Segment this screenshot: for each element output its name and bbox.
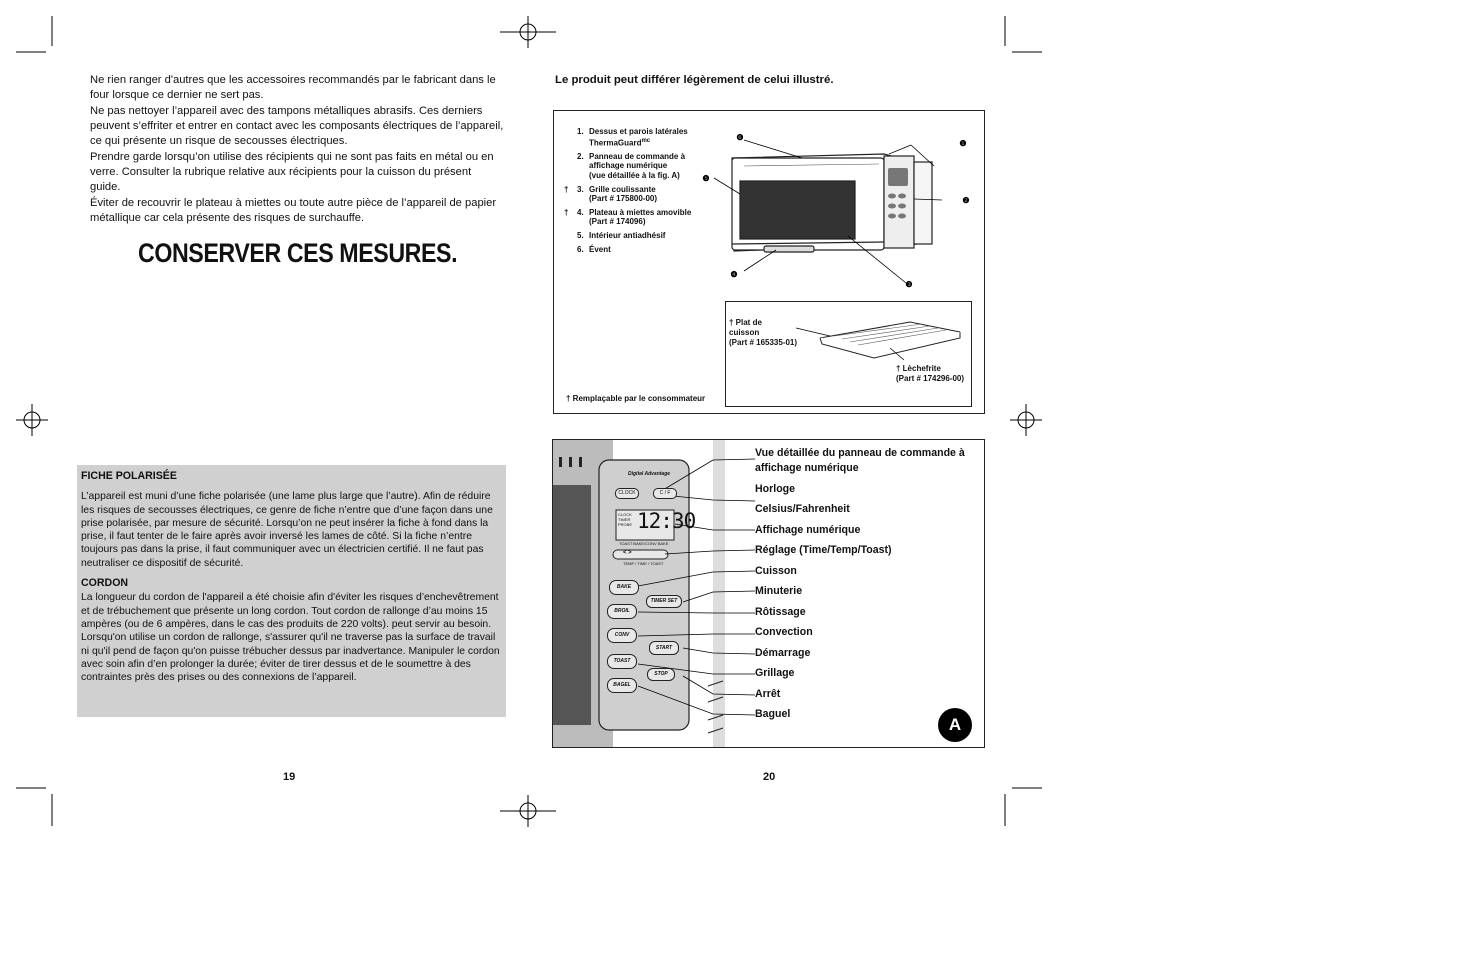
callout-start: Démarrage (755, 647, 811, 659)
timer-set-button[interactable]: TIMER SET (646, 595, 682, 608)
page-number-right: 20 (763, 771, 776, 783)
callout-digital-display: Affichage numérique (755, 524, 861, 536)
callout-clock: Horloge (755, 483, 796, 495)
figure-a-badge: A (938, 708, 972, 742)
list-item: † 3. Grille coulissante (Part # 175800-00) (564, 184, 658, 204)
page-title: CONSERVER CES MESURES. (138, 238, 458, 268)
cord-text: La longueur du cordon de l'appareil a été choisie afin d'éviter les risques d’enchevêtrement et de trébuchement que présente un long cordon. Tout cordon de rallonge d’au moins 15 ampères (ou de 6 ampères, dans le cas des produits de 220 volts). peut servir au besoin. Lorsqu'on utilise un cordon de rallonge, s'assurer qu'il ne traverse pas la surface de travail ni qu'il pend de façon qu'on puisse trébucher dessus par inadvertance. Manipuler le cordon avec soin afin d’en prolonger la durée; éviter de tirer dessus et de le soumettre à des contraintes près des prises ou des connexions de l’appareil. (81, 592, 500, 684)
baking-pan-box (725, 301, 972, 407)
page-number-left: 19 (283, 771, 296, 783)
callout-title: Vue détaillée du panneau de commande à (755, 447, 965, 459)
oven-figure-box (553, 110, 985, 414)
marker-6: ❻ (736, 133, 744, 142)
control-panel-figure-box (552, 439, 985, 748)
toaster-oven-illustration (704, 126, 984, 301)
brand-label: Digital Advantage (628, 471, 671, 477)
bake-button[interactable]: BAKE (609, 580, 639, 595)
arrow-caption: TEMP / TIME / TOAST (623, 561, 664, 566)
polarized-plug-text: L’appareil est muni d’une fiche polarisée (une lame plus large que l’autre). Afin de réduire les risques de secousses électriques, ce genre de fiche n’entre que d’une façon dans une prise polarisée, par mesure de sécurité. Lorsqu’on ne peut insérer la fiche à fond dans la prise, il faut tenter de le faire après avoir inversé les lames de côté. Si la fiche n’entre toujours pas dans la prise, il faut communiquer avec un électricien certifié. Il ne faut pas neutraliser ce dispositif de sécurité. (81, 491, 493, 569)
callout-title-2: affichage numérique (755, 462, 859, 474)
callout-adjust: Réglage (Time/Temp/Toast) (755, 544, 892, 556)
celsius-fahrenheit-button[interactable]: C / F (653, 488, 677, 499)
list-item: 5. Intérieur antiadhésif (577, 231, 666, 240)
clock-button[interactable]: CLOCK (615, 488, 639, 499)
mode-labels: TOAST BAKE/CONV BAKE (619, 541, 669, 546)
marker-1: ❶ (959, 139, 967, 148)
callout-stop: Arrêt (755, 688, 781, 700)
marker-4: ❹ (730, 270, 738, 279)
toast-button[interactable]: TOAST (607, 654, 637, 669)
safety-paragraphs (90, 73, 504, 227)
arrow-buttons[interactable]: < > (623, 550, 632, 556)
callout-celsius-fahrenheit: Celsius/Fahrenheit (755, 503, 850, 515)
start-button[interactable]: START (649, 641, 679, 655)
cord-heading: CORDON (81, 577, 129, 590)
list-item: 2. Panneau de commande à affichage numérique (vue détaillée à la fig. A) (577, 151, 686, 181)
safety-paragraph: Éviter de recouvrir le plateau à miettes ou toute autre pièce de l’appareil de papier métallique car cela présente des risques de surchauffe. (90, 197, 497, 224)
info-box (77, 465, 506, 717)
digital-display: 12:30 (637, 509, 696, 533)
baking-pan-label: † Plat de cuisson (Part # 165335-01) (729, 318, 798, 347)
callout-toast: Grillage (755, 667, 795, 679)
replaceable-footnote: † Remplaçable par le consommateur (566, 394, 706, 403)
product-note: Le produit peut différer légèrement de celui illustré. (555, 74, 834, 86)
list-item: † 4. Plateau à miettes amovible (Part # 174096) (564, 207, 692, 227)
broil-button[interactable]: BROIL (607, 604, 637, 619)
parts-list (562, 127, 722, 258)
marker-2: ❷ (962, 196, 970, 205)
control-panel-illustration (553, 440, 753, 747)
display-mode-labels: CLOCK TIMER PROBE (618, 512, 633, 527)
safety-paragraph: Ne pas nettoyer l’appareil avec des tampons métalliques abrasifs. Ces derniers peuvent s’effriter et entrer en contact avec les composants électriques de l’appareil, ce qui présente un risque de secousses électriques. (90, 105, 504, 147)
conv-button[interactable]: CONV (607, 628, 637, 643)
safety-paragraph: Ne rien ranger d'autres que les accessoires recommandés par le fabricant dans le four lorsque ce dernier ne sert pas. (90, 74, 496, 101)
list-item: 1. Dessus et parois latérales ThermaGuard$^{mc}$ (577, 127, 688, 148)
marker-5: ❺ (702, 174, 710, 183)
stop-button[interactable]: STOP (647, 668, 675, 681)
callout-bagel: Baguel (755, 708, 791, 720)
callout-broil: Rôtissage (755, 606, 806, 618)
bagel-button[interactable]: BAGEL (607, 678, 637, 693)
callout-bake: Cuisson (755, 565, 797, 577)
pan-illustration (786, 318, 966, 368)
callout-timer: Minuterie (755, 585, 803, 597)
broil-rack-label: † Lèchefrite (Part # 174296-00) (896, 364, 965, 383)
callout-convection: Convection (755, 626, 813, 638)
safety-paragraph: Prendre garde lorsqu’on utilise des récipients qui ne sont pas faits en métal ou en verre. Consulter la rubrique relative aux récipients pour la cuisson du présent guide. (90, 151, 494, 193)
polarized-plug-heading: FICHE POLARISÉE (81, 470, 177, 482)
list-item: 6. Évent (577, 244, 611, 254)
marker-3: ❸ (905, 280, 913, 289)
